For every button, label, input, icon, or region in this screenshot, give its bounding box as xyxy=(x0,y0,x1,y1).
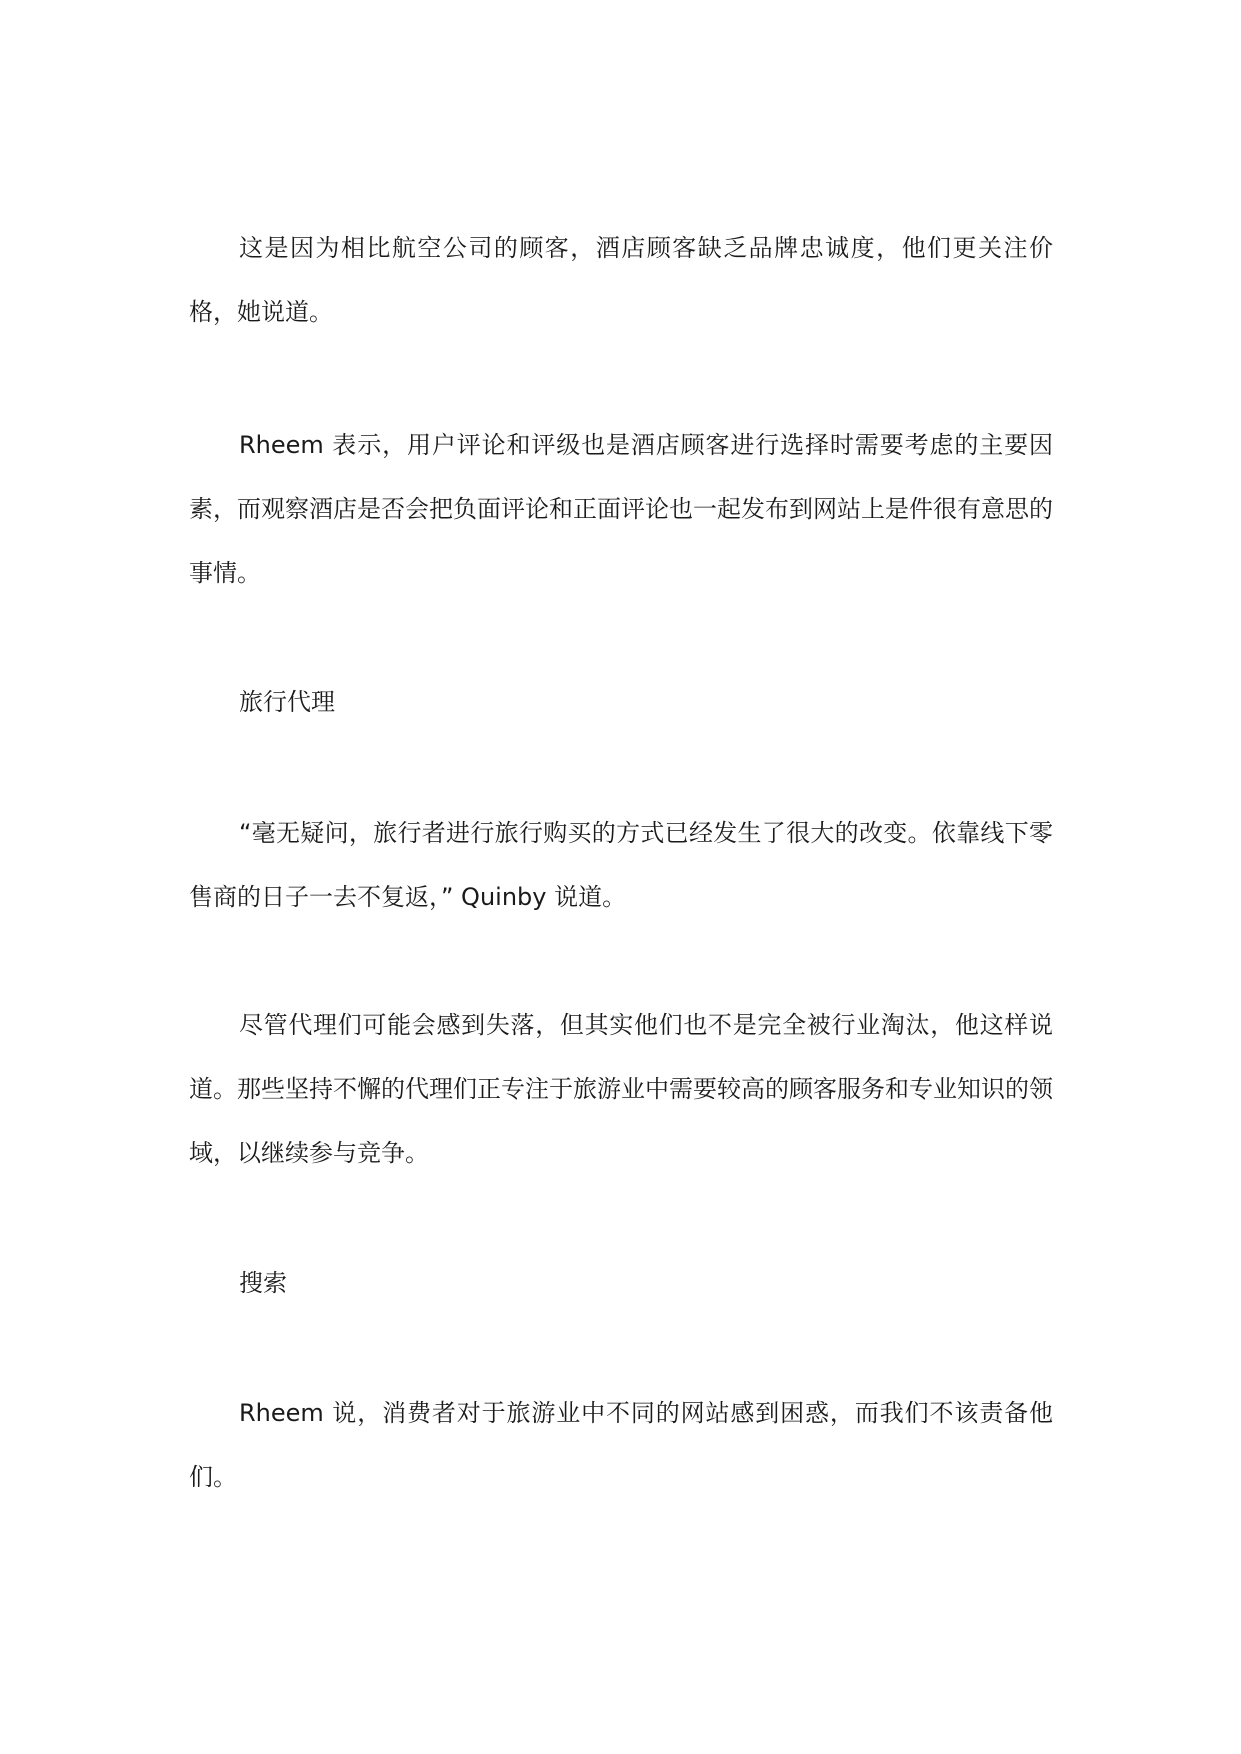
paragraph-quinby-quote: “毫无疑问，旅行者进行旅行购买的方式已经发生了很大的改变。依靠线下零售商的日子一去不复返，” Quinby 说道。 xyxy=(189,819,1053,911)
section-heading-search: 搜索 xyxy=(239,1269,287,1297)
paragraph-hotel-loyalty: 这是因为相比航空公司的顾客，酒店顾客缺乏品牌忠诚度，他们更关注价格，她说道。 xyxy=(189,234,1053,326)
paragraph-agents-competition: 尽管代理们可能会感到失落，但其实他们也不是完全被行业淘汰，他这样说道。那些坚持不懈的代理们正专注于旅游业中需要较高的顾客服务和专业知识的领域，以继续参与竞争。 xyxy=(189,1011,1053,1167)
section-heading-travel-agents: 旅行代理 xyxy=(239,688,335,716)
paragraph-consumer-confusion: Rheem 说，消费者对于旅游业中不同的网站感到困惑，而我们不该责备他们。 xyxy=(189,1399,1053,1491)
paragraph-user-reviews: Rheem 表示，用户评论和评级也是酒店顾客进行选择时需要考虑的主要因素，而观察酒店是否会把负面评论和正面评论也一起发布到网站上是件很有意思的事情。 xyxy=(189,431,1053,587)
